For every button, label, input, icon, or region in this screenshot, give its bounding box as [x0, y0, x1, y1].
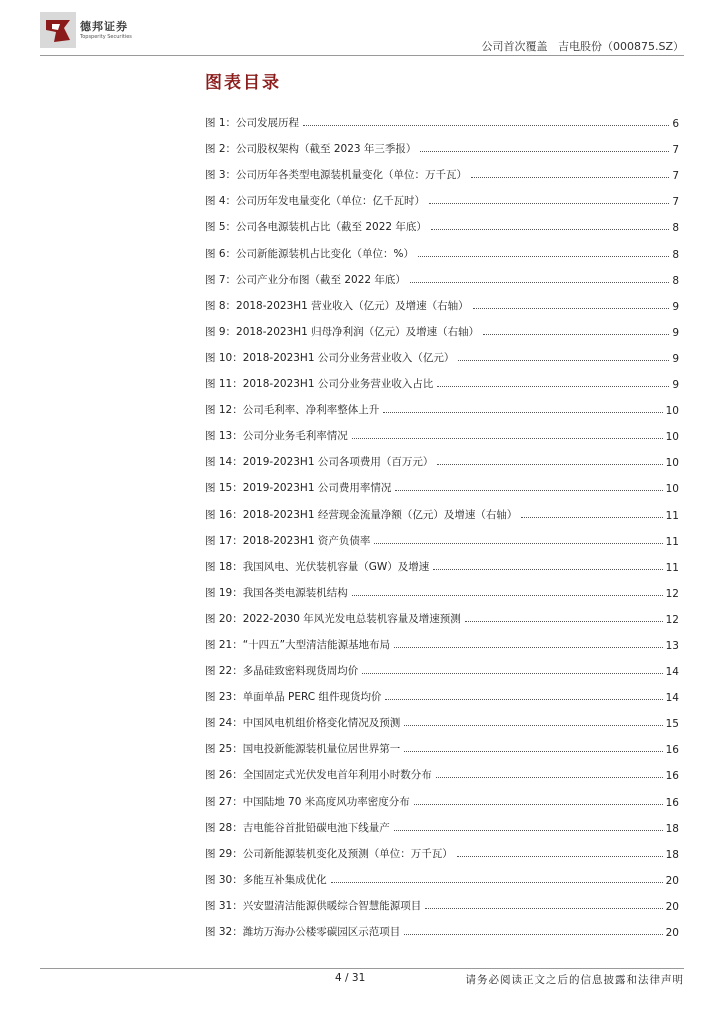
toc-leader-dots [429, 203, 669, 204]
toc-leader-dots [414, 804, 663, 805]
footer-divider [40, 968, 684, 969]
toc-entry[interactable] [205, 913, 679, 939]
toc-entry-page: 20 [665, 927, 679, 939]
toc-entry-page: 15 [665, 718, 679, 731]
header-divider [40, 55, 684, 56]
toc-leader-dots [420, 151, 669, 152]
toc-entry[interactable] [205, 548, 679, 574]
toc-entry-page: 10 [665, 405, 679, 418]
toc-entry-page: 16 [665, 744, 679, 757]
toc-entry-page: 8 [672, 274, 679, 287]
toc-entry-label: 图 2：公司股权架构（截至 2023 年三季报） [205, 143, 417, 156]
toc-leader-dots [394, 830, 663, 831]
toc-entry-label: 图 28：吉电能谷首批铅碳电池下线量产 [205, 821, 390, 834]
toc-entry-label: 图 10：2018-2023H1 公司分业务营业收入（亿元） [205, 351, 455, 364]
toc-entry[interactable] [205, 234, 679, 260]
toc-entry[interactable] [205, 104, 679, 130]
toc-entry-label: 图 5：公司各电源装机占比（截至 2022 年底） [205, 221, 427, 234]
toc-leader-dots [437, 386, 669, 387]
toc-leader-dots [352, 595, 663, 596]
section-title: 图表目录 [205, 73, 281, 93]
toc-entry-label: 图 29：公司新能源装机变化及预测（单位：万千瓦） [205, 847, 453, 860]
toc-leader-dots [431, 229, 669, 230]
toc-entry-label: 图 13：公司分业务毛利率情况 [205, 430, 348, 443]
toc-leader-dots [425, 908, 662, 909]
toc-entry-label: 图 12：公司毛利率、净利率整体上升 [205, 404, 380, 417]
toc-entry-label: 图 27：中国陆地 70 米高度风功率密度分布 [205, 795, 410, 808]
toc-entry-page: 20 [665, 874, 679, 887]
toc-entry[interactable] [205, 365, 679, 391]
toc-entry-page: 20 [665, 900, 679, 913]
toc-entry-label: 图 32：潍坊万海办公楼零碳园区示范项目 [205, 926, 401, 938]
toc-leader-dots [473, 308, 670, 309]
toc-entry-page: 8 [672, 222, 679, 235]
toc-entry-page: 18 [665, 848, 679, 861]
toc-entry-page: 18 [665, 822, 679, 835]
toc-entry[interactable] [205, 182, 679, 208]
toc-entry[interactable] [205, 156, 679, 182]
toc-entry[interactable] [205, 730, 679, 756]
toc-entry[interactable] [205, 861, 679, 887]
toc-entry-page: 14 [665, 666, 679, 679]
logo-text-cn: 德邦证券 [80, 20, 128, 33]
toc-entry-label: 图 30：多能互补集成优化 [205, 873, 327, 886]
toc-entry-page: 9 [672, 352, 679, 365]
toc-entry[interactable] [205, 626, 679, 652]
toc-leader-dots [404, 725, 662, 726]
toc-entry-label: 图 4：公司历年发电量变化（单位：亿千瓦时） [205, 195, 426, 208]
toc-leader-dots [410, 282, 669, 283]
toc-entry[interactable] [205, 782, 679, 808]
page-number: 4 / 31 [335, 972, 366, 984]
toc-entry-page: 11 [665, 509, 679, 522]
logo-text-en: Topsperity Securities [80, 34, 132, 40]
toc-entry-label: 图 17：2018-2023H1 资产负债率 [205, 534, 371, 547]
toc-entry-page: 10 [665, 431, 679, 444]
toc-leader-dots [418, 256, 669, 257]
disclaimer-note: 请务必阅读正文之后的信息披露和法律声明 [465, 974, 684, 986]
toc-entry-label: 图 1：公司发展历程 [205, 117, 300, 130]
toc-entry[interactable] [205, 756, 679, 782]
toc-entry-page: 11 [665, 535, 679, 548]
toc-entry-page: 10 [665, 457, 679, 470]
toc-entry[interactable] [205, 835, 679, 861]
toc-leader-dots [433, 569, 662, 570]
toc-entry[interactable] [205, 287, 679, 313]
report-type: 公司首次覆盖 [481, 40, 548, 53]
toc-entry-label: 图 25：国电投新能源装机量位居世界第一 [205, 743, 401, 756]
toc-entry[interactable] [205, 809, 679, 835]
toc-entry-page: 16 [665, 770, 679, 783]
toc-entry-label: 图 3：公司历年各类型电源装机量变化（单位：万千瓦） [205, 169, 468, 182]
toc-leader-dots [521, 517, 662, 518]
toc-leader-dots [362, 673, 662, 674]
toc-leader-dots [457, 856, 663, 857]
toc-entry-page: 8 [672, 248, 679, 261]
toc-entry-page: 7 [672, 170, 679, 183]
toc-entry-label: 图 14：2019-2023H1 公司各项费用（百万元） [205, 456, 434, 469]
toc-entry-page: 9 [672, 379, 679, 392]
toc-entry-label: 图 31：兴安盟清洁能源供暖综合智慧能源项目 [205, 899, 422, 912]
toc-entry-page: 7 [672, 144, 679, 157]
toc-entry[interactable] [205, 261, 679, 287]
toc-entry[interactable] [205, 208, 679, 234]
toc-entry-page: 9 [672, 300, 679, 313]
toc-entry[interactable] [205, 600, 679, 626]
toc-entry[interactable] [205, 495, 679, 521]
figure-toc-list [205, 104, 679, 939]
toc-leader-dots [394, 647, 663, 648]
toc-entry[interactable] [205, 469, 679, 495]
toc-entry-label: 图 21：“十四五”大型清洁能源基地布局 [205, 638, 391, 651]
toc-entry-label: 图 22：多晶硅致密料现货周均价 [205, 665, 359, 678]
toc-leader-dots [437, 464, 662, 465]
toc-entry[interactable] [205, 130, 679, 156]
logo-mark-icon [40, 12, 76, 48]
toc-entry[interactable] [205, 339, 679, 365]
toc-entry-label: 图 20：2022-2030 年风光发电总装机容量及增速预测 [205, 612, 461, 625]
toc-leader-dots [458, 360, 669, 361]
toc-entry-label: 图 26：全国固定式光伏发电首年利用小时数分布 [205, 769, 432, 782]
toc-entry-label: 图 8：2018-2023H1 营业收入（亿元）及增速（右轴） [205, 299, 469, 312]
toc-leader-dots [303, 125, 669, 126]
toc-entry[interactable] [205, 313, 679, 339]
toc-entry-page: 12 [665, 613, 679, 626]
toc-entry-page: 14 [665, 692, 679, 705]
toc-entry-label: 图 6：公司新能源装机占比变化（单位：%） [205, 247, 414, 260]
toc-leader-dots [465, 621, 663, 622]
toc-entry-page: 9 [672, 326, 679, 339]
toc-entry[interactable] [205, 522, 679, 548]
toc-leader-dots [404, 751, 662, 752]
toc-entry[interactable] [205, 704, 679, 730]
toc-entry[interactable] [205, 391, 679, 417]
toc-entry[interactable] [205, 678, 679, 704]
toc-leader-dots [483, 334, 669, 335]
toc-entry-label: 图 24：中国风电机组价格变化情况及预测 [205, 717, 401, 730]
toc-entry[interactable] [205, 574, 679, 600]
company-ticker: 吉电股份（000875.SZ） [557, 40, 684, 53]
toc-leader-dots [374, 543, 662, 544]
toc-entry[interactable] [205, 443, 679, 469]
toc-entry-label: 图 11：2018-2023H1 公司分业务营业收入占比 [205, 378, 434, 391]
toc-entry-label: 图 18：我国风电、光伏装机容量（GW）及增速 [205, 560, 430, 573]
toc-entry-page: 12 [665, 587, 679, 600]
toc-entry-label: 图 23：单面单晶 PERC 组件现货均价 [205, 691, 382, 704]
toc-entry-page: 11 [665, 561, 679, 574]
toc-leader-dots [352, 438, 663, 439]
report-header [481, 38, 684, 54]
toc-leader-dots [471, 177, 669, 178]
toc-entry-page: 6 [672, 118, 679, 131]
toc-entry-label: 图 7：公司产业分布图（截至 2022 年底） [205, 273, 406, 286]
toc-entry-page: 13 [665, 639, 679, 652]
toc-leader-dots [331, 882, 663, 883]
toc-leader-dots [404, 934, 662, 935]
toc-entry-page: 16 [665, 796, 679, 809]
toc-entry-page: 10 [665, 483, 679, 496]
toc-entry-page: 7 [672, 196, 679, 209]
toc-leader-dots [436, 777, 663, 778]
toc-entry-label: 图 15：2019-2023H1 公司费用率情况 [205, 482, 392, 495]
toc-leader-dots [385, 699, 662, 700]
company-logo [40, 10, 160, 50]
toc-entry[interactable] [205, 417, 679, 443]
toc-entry[interactable] [205, 652, 679, 678]
toc-entry-label: 图 9：2018-2023H1 归母净利润（亿元）及增速（右轴） [205, 325, 480, 338]
toc-entry-label: 图 16：2018-2023H1 经营现金流量净额（亿元）及增速（右轴） [205, 508, 518, 521]
toc-leader-dots [395, 490, 662, 491]
toc-entry[interactable] [205, 887, 679, 913]
toc-leader-dots [383, 412, 662, 413]
toc-entry-label: 图 19：我国各类电源装机结构 [205, 586, 348, 599]
